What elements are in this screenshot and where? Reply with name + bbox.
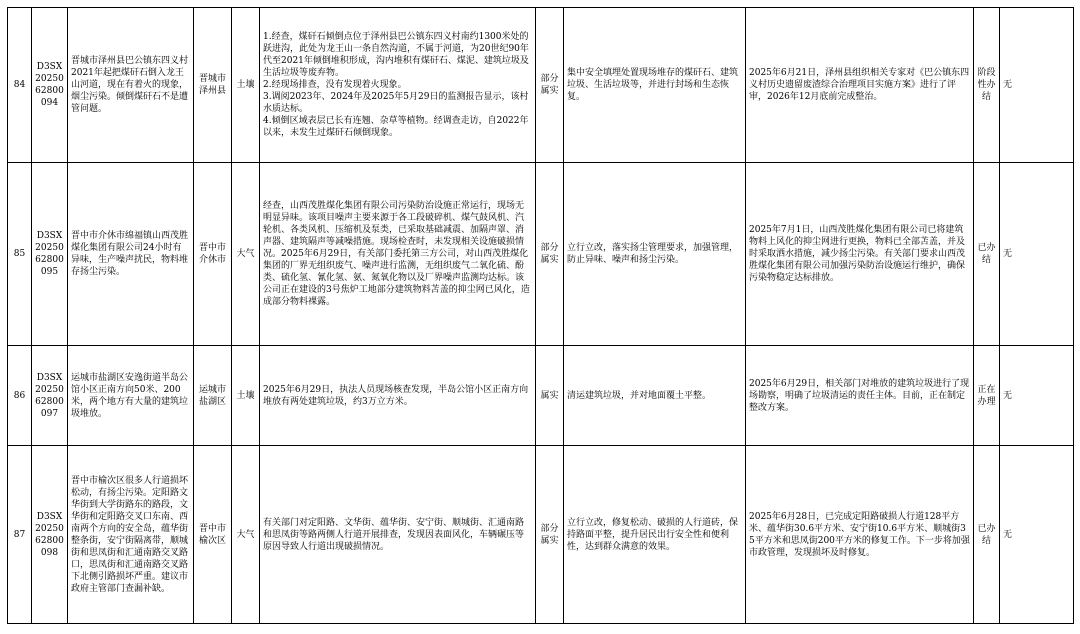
pollution-type: 土壤	[232, 346, 260, 446]
investigation-result: 2025年6月29日，执法人员现场核查发现，半岛公馆小区正南方向堆放有两处建筑垃圾，约3万立方米。	[260, 346, 536, 446]
administrative-area: 晋中市榆次区	[194, 446, 232, 624]
pollution-type: 大气	[232, 446, 260, 624]
investigation-result: 有关部门对定阳路、文华街、蕴华街、安宁街、顺城街、汇通南路和思凤街等路两侧人行道开展排查，发现因表面风化，车辆碾压等原因导致人行道出现破损情况。	[260, 446, 536, 624]
investigation-result: 经查，山西茂胜煤化集团有限公司污染防治设施正常运行，现场无明显异味。该项目噪声主要来源于各工段破碎机、煤气鼓风机、汽轮机、各类风机、压缩机及泵类，已采取基础减震、加隔声罩、消声器、建筑隔声等减噪措施。现场检查时，未发现相关设施破损情况。2025年6月29日，有关部门委托第三方公司，对山西茂胜煤化集团的厂界无组织废气、噪声进行监测，无组织废气二氧化硫、酚类、硫化氢、氰化氢、氨、氮氧化物以及厂界噪声监测均达标。该公司正在建设的3号焦炉工地部分建筑物料苫盖的抑尘网已风化，造成部分物料裸露。	[260, 163, 536, 346]
table-row	[8, 346, 1074, 446]
table-row	[8, 8, 1074, 163]
rectification-measures: 集中安全填埋处置现场堆存的煤矸石、建筑垃圾、生活垃圾等，并进行封场和生态恢复。	[564, 8, 746, 163]
rectification-measures: 立行立改，修复松动、破损的人行道砖，保持路面平整，提升居民出行安全性和便利性，达到群众满意的效果。	[564, 446, 746, 624]
verdict: 部分属实	[536, 8, 564, 163]
progress: 2025年6月21日，泽州县组织相关专家对《巴公镇东四义村历史遗留废渣综合治理项目实施方案》进行了评审，2026年12月底前完成整治。	[746, 8, 974, 163]
administrative-area: 晋中市介休市	[194, 163, 232, 346]
accountability: 无	[1000, 446, 1074, 624]
table-row	[8, 446, 1074, 624]
complaint-content: 晋中市介休市绵福镇山西茂胜煤化集团有限公司24小时有异味，生产噪声扰民，物料堆存扬尘污染。	[68, 163, 194, 346]
verdict: 部分属实	[536, 446, 564, 624]
case-code: D3SX2025062800098	[32, 446, 68, 624]
progress: 2025年6月29日，相关部门对堆放的建筑垃圾进行了现场勘察，明确了垃圾清运的责任主体。目前，正在制定整改方案。	[746, 346, 974, 446]
table-row	[8, 163, 1074, 346]
status: 已办结	[974, 163, 1000, 346]
row-number: 86	[8, 346, 32, 446]
status: 已办结	[974, 446, 1000, 624]
status: 阶段性办结	[974, 8, 1000, 163]
investigation-result: 1.经查，煤矸石倾倒点位于泽州县巴公镇东四义村南约1300米处的跃进沟，此处为龙王山一条自然沟道，不属于河道，为20世纪90年代至2021年倾倒堆积形成，沟内堆积有煤矸石、煤泥、建筑垃圾及生活垃圾等废弃物。 2.经现场排查，没有发现着火现象。 3.调阅2023年、2024年及2025年5月29日的监测报告显示，该村水质达标。 4.倾倒区域表层已长有连翘、杂草等植物。经调查走访，自2022年以来，未发生过煤矸石倾倒现象。	[260, 8, 536, 163]
progress: 2025年6月28日，已完成定阳路破损人行道128平方米、蕴华街30.6平方米、安宁街10.6平方米、顺城街35平方米和思凤街200平方米的修复工作。下一步将加强市政管理，发现损坏及时修复。	[746, 446, 974, 624]
status: 正在办理	[974, 346, 1000, 446]
complaint-table	[7, 7, 1074, 624]
verdict: 部分属实	[536, 163, 564, 346]
row-number: 87	[8, 446, 32, 624]
accountability: 无	[1000, 346, 1074, 446]
case-code: D3SX2025062800094	[32, 8, 68, 163]
pollution-type: 土壤	[232, 8, 260, 163]
case-code: D3SX2025062800097	[32, 346, 68, 446]
progress: 2025年7月1日，山西茂胜煤化集团有限公司已将建筑物料上风化的抑尘网进行更换，物料已全部苫盖，并及时采取洒水措施，减少扬尘污染。有关部门要求山西茂胜煤化集团有限公司加强污染防治设施运行维护，确保污染物稳定达标排放。	[746, 163, 974, 346]
rectification-measures: 立行立改，落实扬尘管理要求，加强管理，防止异味、噪声和扬尘污染。	[564, 163, 746, 346]
complaint-content: 晋城市泽州县巴公镇东四义村2021年起把煤矸石倒入龙王山河道，现在有着火的现象，烟尘污染。倾倒煤矸石不是遭管问题。	[68, 8, 194, 163]
accountability: 无	[1000, 163, 1074, 346]
verdict: 属实	[536, 346, 564, 446]
administrative-area: 运城市盐湖区	[194, 346, 232, 446]
case-code: D3SX2025062800095	[32, 163, 68, 346]
administrative-area: 晋城市泽州县	[194, 8, 232, 163]
rectification-measures: 清运建筑垃圾，并对地面覆土平整。	[564, 346, 746, 446]
pollution-type: 大气	[232, 163, 260, 346]
row-number: 84	[8, 8, 32, 163]
accountability: 无	[1000, 8, 1074, 163]
complaint-content: 晋中市榆次区很多人行道损坏松动，有扬尘污染。定阳路文华街到大学街路东的路段，文华街和定阳路交叉口东南、西南两个方向的安全岛，蕴华街整条街，安宁街隔离带，顺城街和思凤街和汇通南路交叉路口，思凤街和汇通南路交叉路下北侧引路损坏严重。建议市政府主管部门查漏补缺。	[68, 446, 194, 624]
complaint-content: 运城市盐湖区安逸街道半岛公馆小区正南方向50米、200米，两个地方有大量的建筑垃圾堆放。	[68, 346, 194, 446]
row-number: 85	[8, 163, 32, 346]
